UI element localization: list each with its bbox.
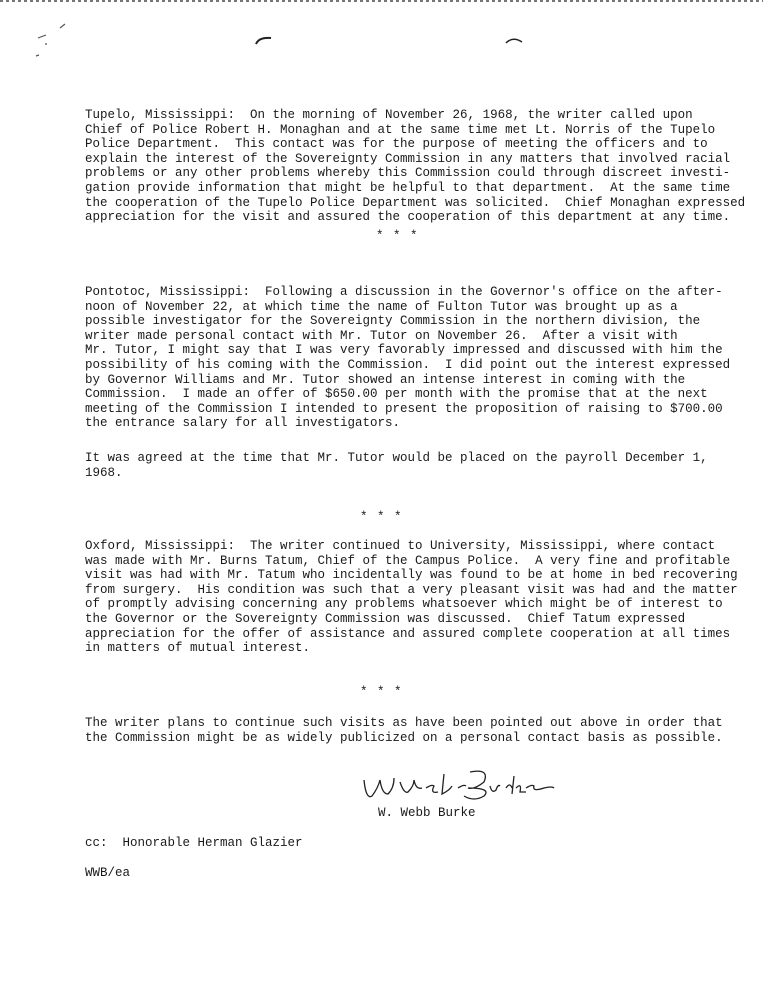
paragraph-oxford bbox=[85, 539, 738, 656]
text-line: Tupelo, Mississippi: On the morning of November 26, 1968, the writer called upon bbox=[85, 108, 693, 122]
handwritten-signature bbox=[360, 768, 580, 804]
text-line: The writer plans to continue such visits as have been pointed out above in order that bbox=[85, 716, 723, 730]
text-line: visit was had with Mr. Tatum who incidentally was found to be at home in bed recovering bbox=[85, 568, 738, 583]
text-line: by Governor Williams and Mr. Tutor showed an intense interest in coming with the bbox=[85, 372, 686, 387]
section-separator: * * * bbox=[360, 510, 403, 524]
page-top-edge bbox=[0, 0, 763, 2]
text-line: Commission. I made an offer of $650.00 per month with the promise that at the next bbox=[85, 387, 708, 402]
paragraph-payroll bbox=[85, 451, 708, 480]
text-line: gation provide information that might be helpful to that department. At the same time bbox=[85, 180, 731, 195]
paragraph-tupelo bbox=[85, 108, 745, 225]
paragraph-pontotoc bbox=[85, 285, 730, 431]
text-line: appreciation for the offer of assistance and assured complete cooperation at all times bbox=[85, 626, 731, 641]
cc-line: cc: Honorable Herman Glazier bbox=[85, 836, 303, 850]
text-line: Oxford, Mississippi: The writer continued to University, Mississippi, where contact bbox=[85, 539, 716, 553]
section-separator: * * * bbox=[360, 685, 403, 699]
paragraph-closing bbox=[85, 716, 723, 745]
text-line: Pontotoc, Mississippi: Following a discussion in the Governor's office on the after- bbox=[85, 285, 723, 299]
text-line: the cooperation of the Tupelo Police Department was solicited. Chief Monaghan expressed bbox=[85, 195, 746, 210]
text-line: meeting of the Commission I intended to present the proposition of raising to $700.00 bbox=[85, 401, 723, 416]
text-line: the entrance salary for all investigators. bbox=[85, 416, 401, 431]
text-line: was made with Mr. Burns Tatum, Chief of the Campus Police. A very fine and profitable bbox=[85, 553, 731, 568]
text-line: It was agreed at the time that Mr. Tutor would be placed on the payroll December 1, bbox=[85, 451, 708, 465]
scan-speck-marks bbox=[30, 20, 90, 60]
scan-mark bbox=[255, 36, 275, 46]
text-line: from surgery. His condition was such that a very pleasant visit was had and the matter bbox=[85, 582, 738, 597]
text-line: possibility of his coming with the Commission. I did point out the interest expressed bbox=[85, 357, 731, 372]
text-line: Police Department. This contact was for the purpose of meeting the officers and to bbox=[85, 137, 708, 152]
scan-mark bbox=[505, 36, 525, 46]
text-line: Chief of Police Robert H. Monaghan and at the same time met Lt. Norris of the Tupelo bbox=[85, 122, 716, 137]
text-line: the Governor or the Sovereignty Commission was discussed. Chief Tatum expressed bbox=[85, 611, 686, 626]
text-line: Mr. Tutor, I might say that I was very favorably impressed and discussed with him the bbox=[85, 343, 723, 358]
text-line: problems or any other problems whereby this Commission could through discreet investi- bbox=[85, 166, 731, 181]
text-line: noon of November 22, at which time the name of Fulton Tutor was brought up as a bbox=[85, 299, 678, 314]
text-line: 1968. bbox=[85, 465, 123, 480]
text-line: possible investigator for the Sovereignty Commission in the northern division, the bbox=[85, 314, 701, 329]
text-line: the Commission might be as widely publicized on a personal contact basis as possible. bbox=[85, 730, 723, 745]
text-line: appreciation for the visit and assured the cooperation of this department at any time. bbox=[85, 210, 731, 225]
text-line: of promptly advising concerning any problems whatsoever which might be of interest to bbox=[85, 597, 723, 612]
section-separator: * * * bbox=[376, 229, 419, 243]
text-line: in matters of mutual interest. bbox=[85, 641, 311, 656]
text-line: explain the interest of the Sovereignty Commission in any matters that involved racial bbox=[85, 151, 731, 166]
signer-name: W. Webb Burke bbox=[378, 806, 476, 820]
typist-initials: WWB/ea bbox=[85, 866, 131, 880]
text-line: writer made personal contact with Mr. Tutor on November 26. After a visit with bbox=[85, 328, 678, 343]
